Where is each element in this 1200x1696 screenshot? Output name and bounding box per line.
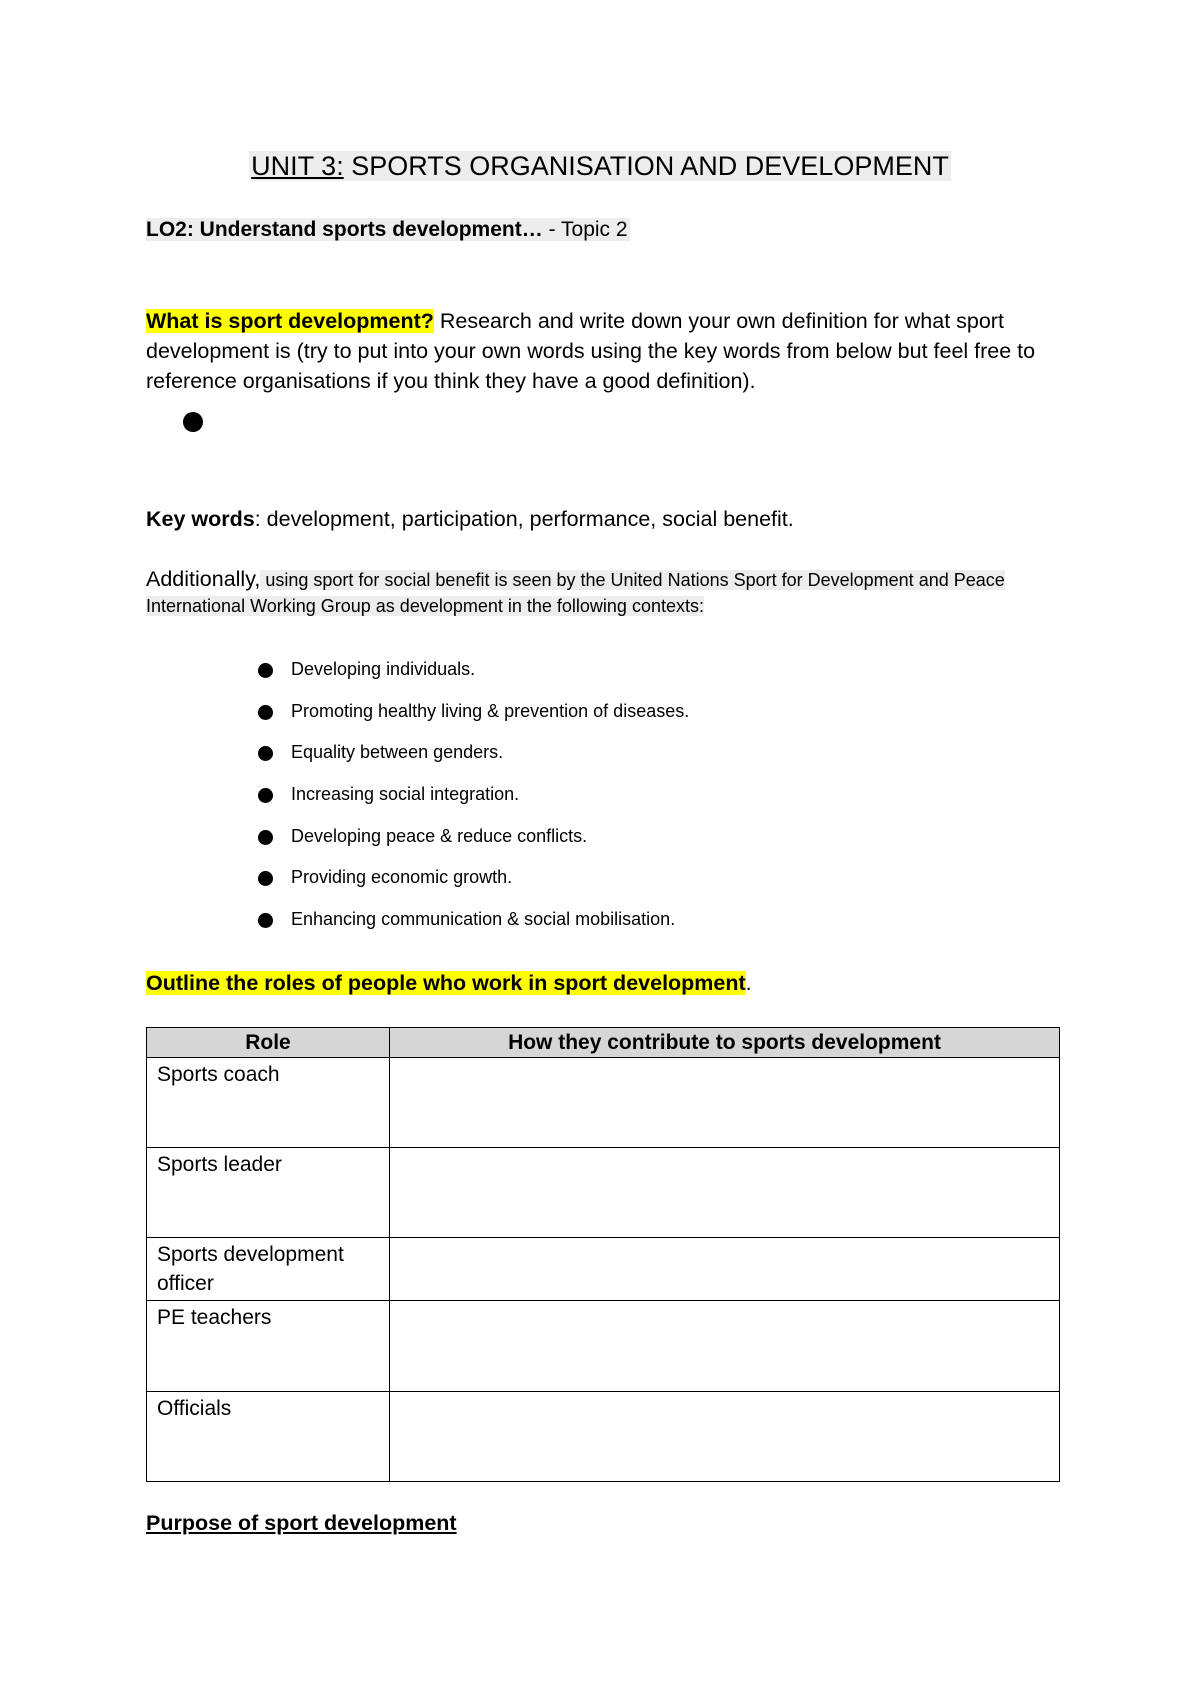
answer-cell[interactable]	[390, 1148, 1060, 1238]
roles-table	[146, 1027, 1060, 1482]
bullet-icon	[258, 913, 273, 928]
table-row	[147, 1148, 1060, 1238]
bullet-icon	[258, 788, 273, 803]
header-contribution: How they contribute to sports development	[390, 1028, 1060, 1058]
table-row	[147, 1238, 1060, 1301]
bullet-icon	[258, 871, 273, 886]
lo-bold: LO2: Understand sports development…	[146, 218, 543, 241]
key-words-text: : development, participation, performance, social benefit.	[254, 507, 794, 531]
answer-bullet	[183, 412, 203, 432]
list-item: Promoting healthy living & prevention of diseases.	[258, 698, 689, 740]
table-row	[147, 1058, 1060, 1148]
question-roles-highlight: Outline the roles of people who work in sport development	[146, 971, 746, 995]
answer-cell[interactable]	[390, 1058, 1060, 1148]
answer-cell[interactable]	[390, 1238, 1060, 1301]
contexts-list	[258, 656, 689, 948]
question-roles-end: .	[745, 971, 752, 995]
list-item: Enhancing communication & social mobilisation.	[258, 906, 689, 948]
learning-objective	[146, 216, 630, 244]
table-row	[147, 1392, 1060, 1482]
bullet-icon	[258, 705, 273, 720]
role-cell: Sports leader	[147, 1148, 390, 1238]
table-header-row	[147, 1028, 1060, 1058]
header-role: Role	[147, 1028, 390, 1058]
list-item: Developing peace & reduce conflicts.	[258, 823, 689, 865]
lo-rest: - Topic 2	[542, 218, 628, 241]
role-cell: Sports development officer	[147, 1238, 390, 1301]
bullet-icon	[258, 830, 273, 845]
question-definition-highlight: What is sport development?	[146, 309, 434, 333]
role-cell: PE teachers	[147, 1301, 390, 1392]
title-unit: UNIT 3:	[251, 151, 344, 181]
list-item: Increasing social integration.	[258, 781, 689, 823]
additionally-paragraph	[146, 566, 1066, 619]
list-item: Providing economic growth.	[258, 864, 689, 906]
bullet-icon	[258, 746, 273, 761]
key-words	[146, 504, 1066, 534]
page-title	[0, 148, 1200, 184]
purpose-heading: Purpose of sport development	[146, 1511, 457, 1535]
list-item: Developing individuals.	[258, 656, 689, 698]
answer-cell[interactable]	[390, 1301, 1060, 1392]
question-definition-text: Research and write down your own definition for what sport development is (try to put into your own words using the key words from below but feel free to reference organisations if you think they have a good definition).	[146, 309, 1036, 393]
additionally-lead: Additionally,	[146, 567, 261, 591]
answer-cell[interactable]	[390, 1392, 1060, 1482]
question-definition	[146, 306, 1066, 396]
list-item: Equality between genders.	[258, 739, 689, 781]
role-cell: Officials	[147, 1392, 390, 1482]
bullet-icon	[258, 663, 273, 678]
table-row	[147, 1301, 1060, 1392]
additionally-text: using sport for social benefit is seen by the United Nations Sport for Development and Peace International Working Group as development in the following contexts:	[146, 570, 1005, 616]
role-cell: Sports coach	[147, 1058, 390, 1148]
key-words-label: Key words	[146, 507, 255, 531]
question-roles	[146, 968, 1066, 998]
title-rest: SPORTS ORGANISATION AND DEVELOPMENT	[343, 151, 949, 181]
